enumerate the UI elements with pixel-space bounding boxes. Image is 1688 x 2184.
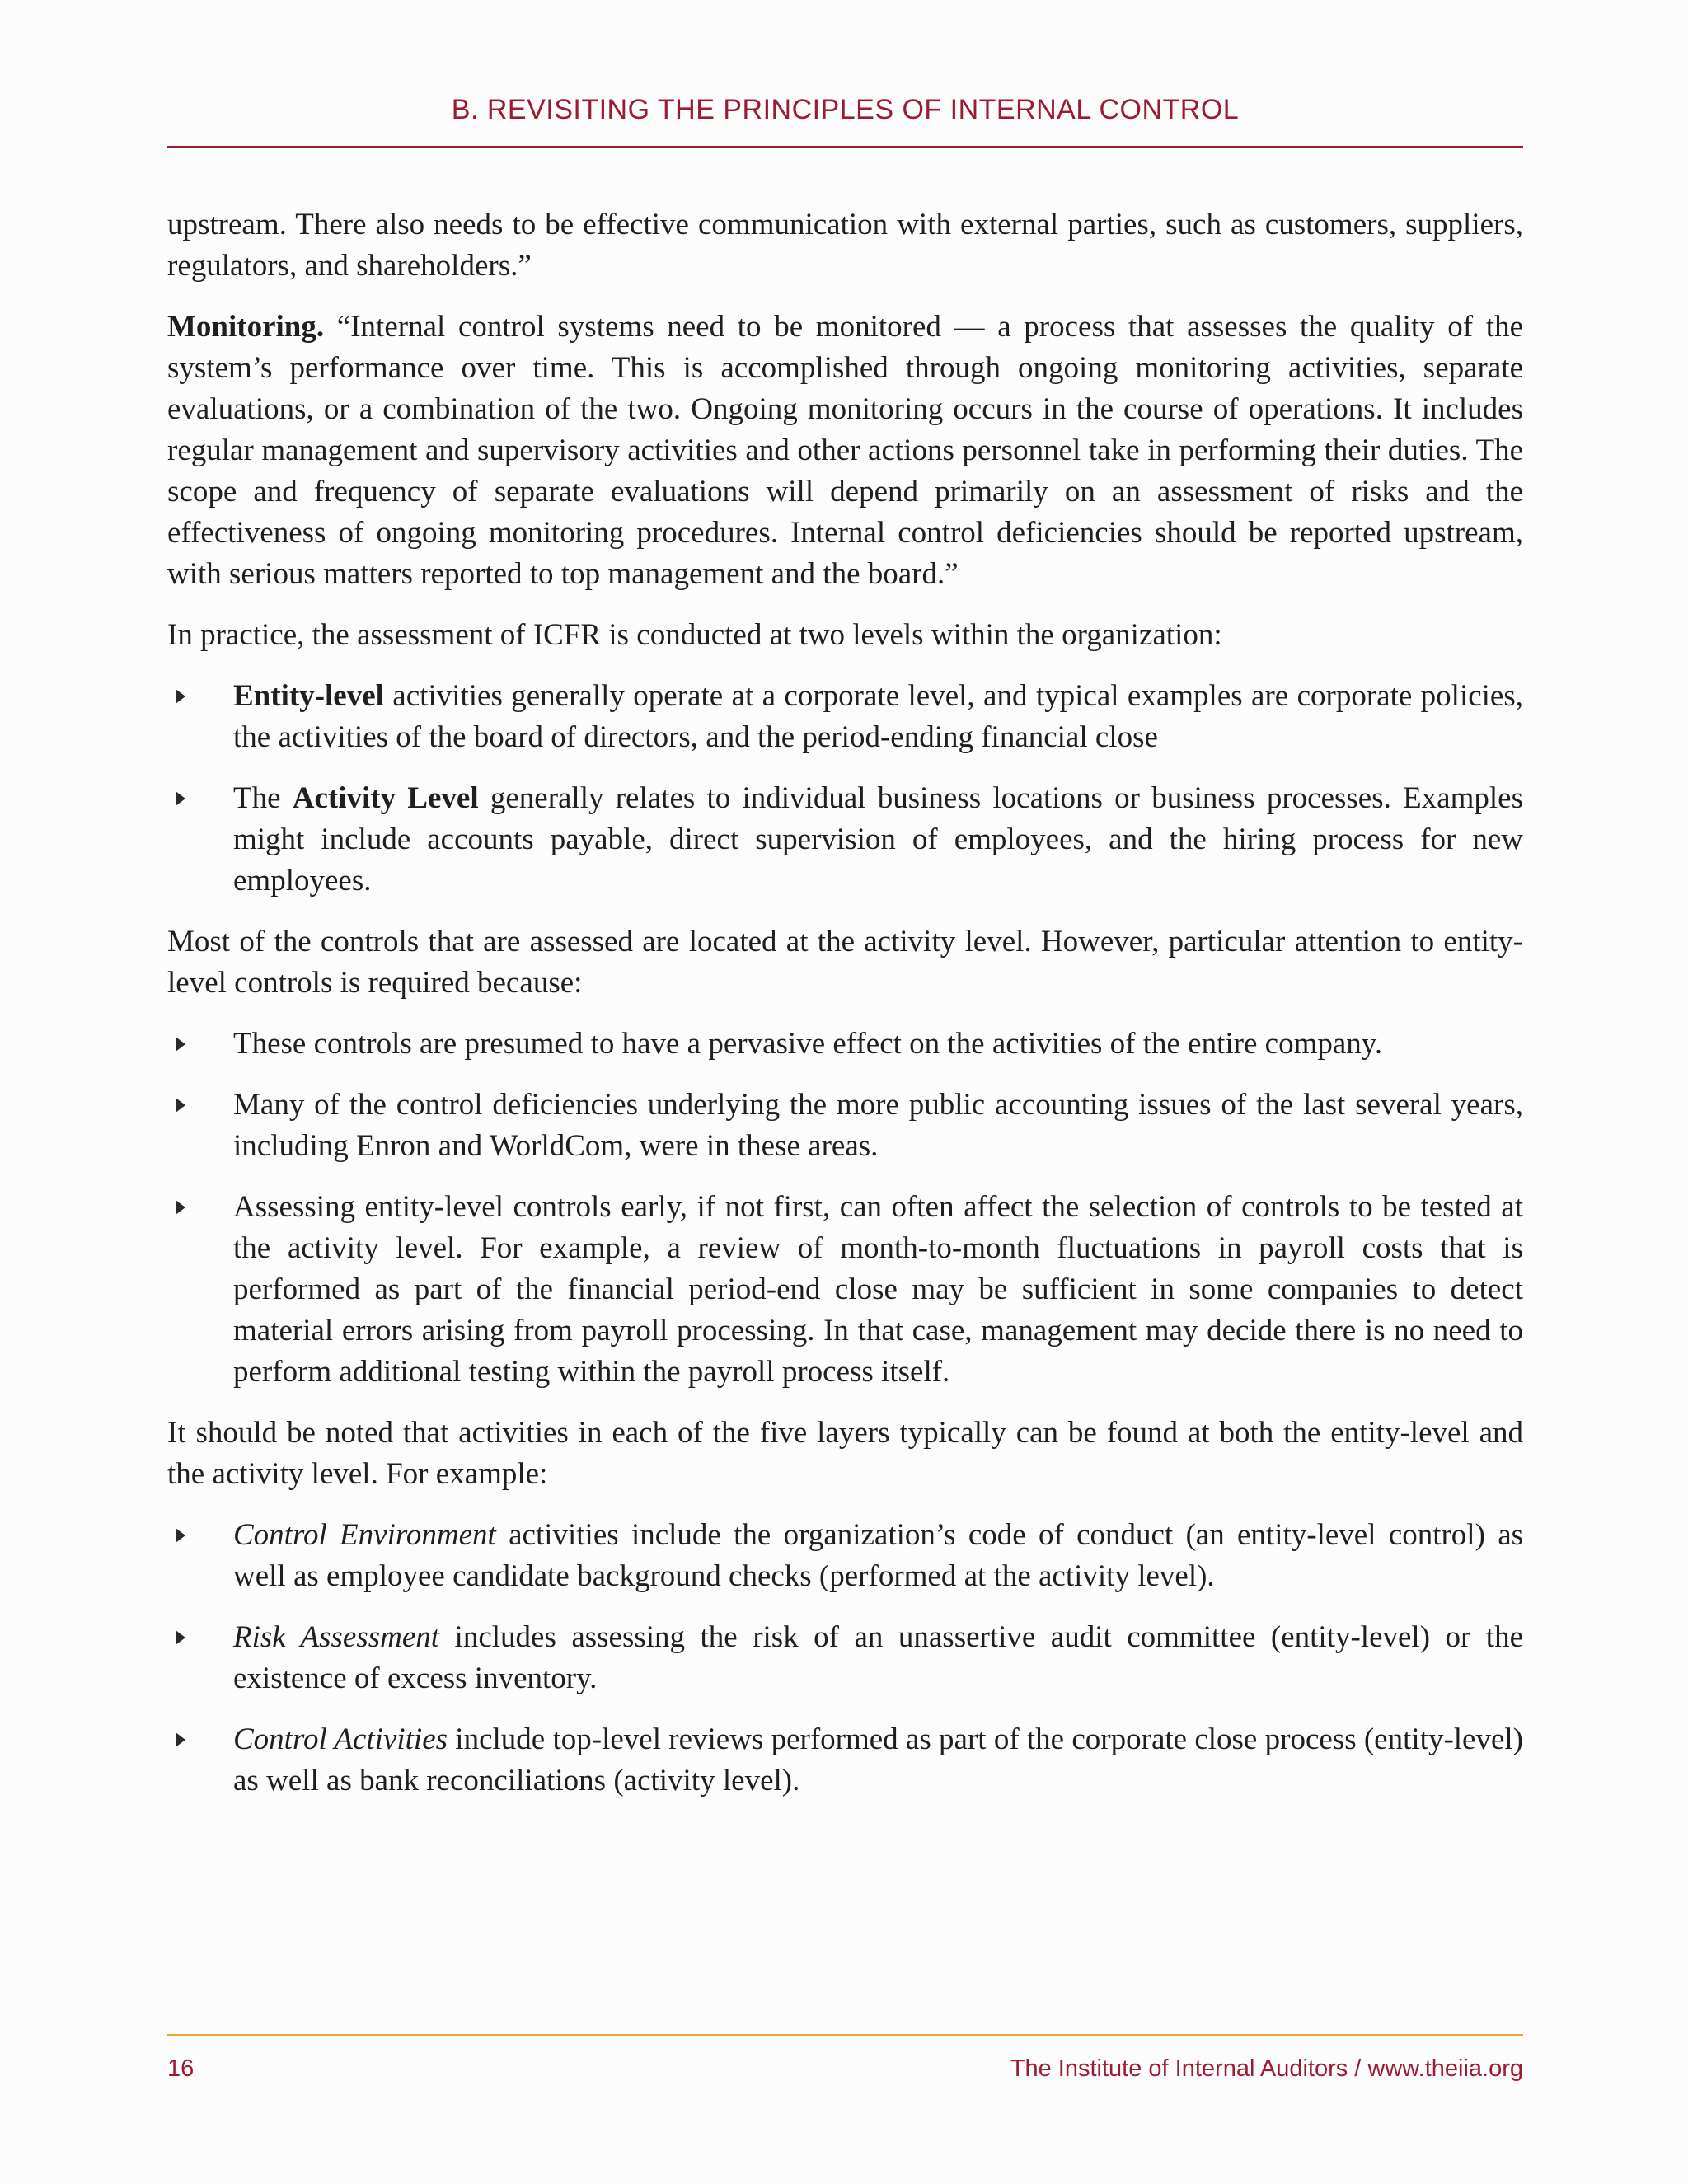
body-text [167, 204, 1523, 1821]
page-number: 16 [167, 2055, 195, 2082]
paragraph-controls-assessed: Most of the controls that are assessed are located at the activity level. However, particular attention to entity-level controls is required because: [167, 925, 1523, 1000]
list-item [167, 1085, 1523, 1167]
item-pre: The [233, 781, 293, 815]
item-text: Many of the control deficiencies underlying the more public accounting issues of the last several years, including Enron and WorldCom, were in these areas. [233, 1088, 1523, 1163]
triangle-bullet-icon [176, 1732, 185, 1747]
item-text: generally relates to individual business locations or business processes. Examples might include accounts payable, direct supervision of employees, and the hiring process for new employees. [233, 781, 1523, 898]
item-bold: Activity Level [292, 781, 479, 815]
monitoring-lead: Monitoring. [167, 310, 325, 344]
list-item [167, 1719, 1523, 1802]
list-item [167, 1617, 1523, 1699]
list-item [167, 1024, 1523, 1065]
list-item [167, 778, 1523, 902]
paragraph-five-layers: It should be noted that activities in each of the five layers typically can be found at both the entity-level and the activity level. For example: [167, 1416, 1523, 1491]
triangle-bullet-icon [176, 689, 185, 704]
list-item [167, 1187, 1523, 1393]
paragraph-communication: upstream. There also needs to be effective communication with external parties, such as customers, suppliers, regulators, and shareholders.” [167, 208, 1523, 283]
triangle-bullet-icon [176, 1528, 185, 1543]
item-italic: Control Activities [233, 1722, 448, 1756]
item-text: Assessing entity-level controls early, if not first, can often affect the selection of controls to be tested at the activity level. For example, a review of month-to-month fluctuations in payroll costs that is performed as part of the financial period-end close may be sufficient in some companies to detect material errors arising from payroll processing. In that case, management may decide there is no need to perform additional testing within the payroll process itself. [233, 1190, 1523, 1389]
item-italic: Risk Assessment [233, 1620, 440, 1654]
header-rule [167, 146, 1523, 148]
list-item [167, 1515, 1523, 1597]
item-text: includes assessing the risk of an unassertive audit committee (entity-level) or the existence of excess inventory. [233, 1620, 1524, 1695]
item-text: These controls are presumed to have a pervasive effect on the activities of the entire company. [233, 1027, 1383, 1061]
triangle-bullet-icon [176, 1037, 185, 1052]
list-item [167, 676, 1523, 758]
list-assessment-levels [167, 676, 1523, 902]
list-entity-level-reasons [167, 1024, 1523, 1393]
paragraph-practice: In practice, the assessment of ICFR is conducted at two levels within the organization: [167, 618, 1222, 652]
item-text: activities generally operate at a corporate level, and typical examples are corporate policies, the activities of the board of directors, and the period-ending financial close [233, 679, 1523, 754]
item-text: include top-level reviews performed as part of the corporate close process (entity-level) as well as bank reconciliations (activity level). [233, 1722, 1523, 1797]
triangle-bullet-icon [176, 1200, 185, 1215]
footer-credit: The Institute of Internal Auditors / www.theiia.org [1010, 2055, 1523, 2082]
paragraph-monitoring [167, 307, 1523, 595]
footer-rule [167, 2034, 1523, 2036]
monitoring-text: “Internal control systems need to be monitored — a process that assesses the quality of the system’s performance over time. This is accomplished through ongoing monitoring activities, separate evaluations, or a combination of the two. Ongoing monitoring occurs in the course of operations. It includes regular management and supervisory activities and other actions personnel take in performing their duties. The scope and frequency of separate evaluations will depend primarily on an assessment of risks and the effectiveness of ongoing monitoring procedures. Internal control deficiencies should be reported upstream, with serious matters reported to top management and the board.” [167, 310, 1523, 591]
list-layer-examples [167, 1515, 1523, 1802]
item-bold: Entity-level [233, 679, 384, 713]
item-text: activities include the organization’s code of conduct (an entity-level control) as well as employee candidate background checks (performed at the activity level). [233, 1518, 1524, 1593]
item-italic: Control Environment [233, 1518, 496, 1552]
triangle-bullet-icon [176, 1630, 185, 1645]
running-header: B. REVISITING THE PRINCIPLES OF INTERNAL CONTROL [451, 94, 1240, 125]
triangle-bullet-icon [176, 791, 185, 806]
triangle-bullet-icon [176, 1098, 185, 1113]
